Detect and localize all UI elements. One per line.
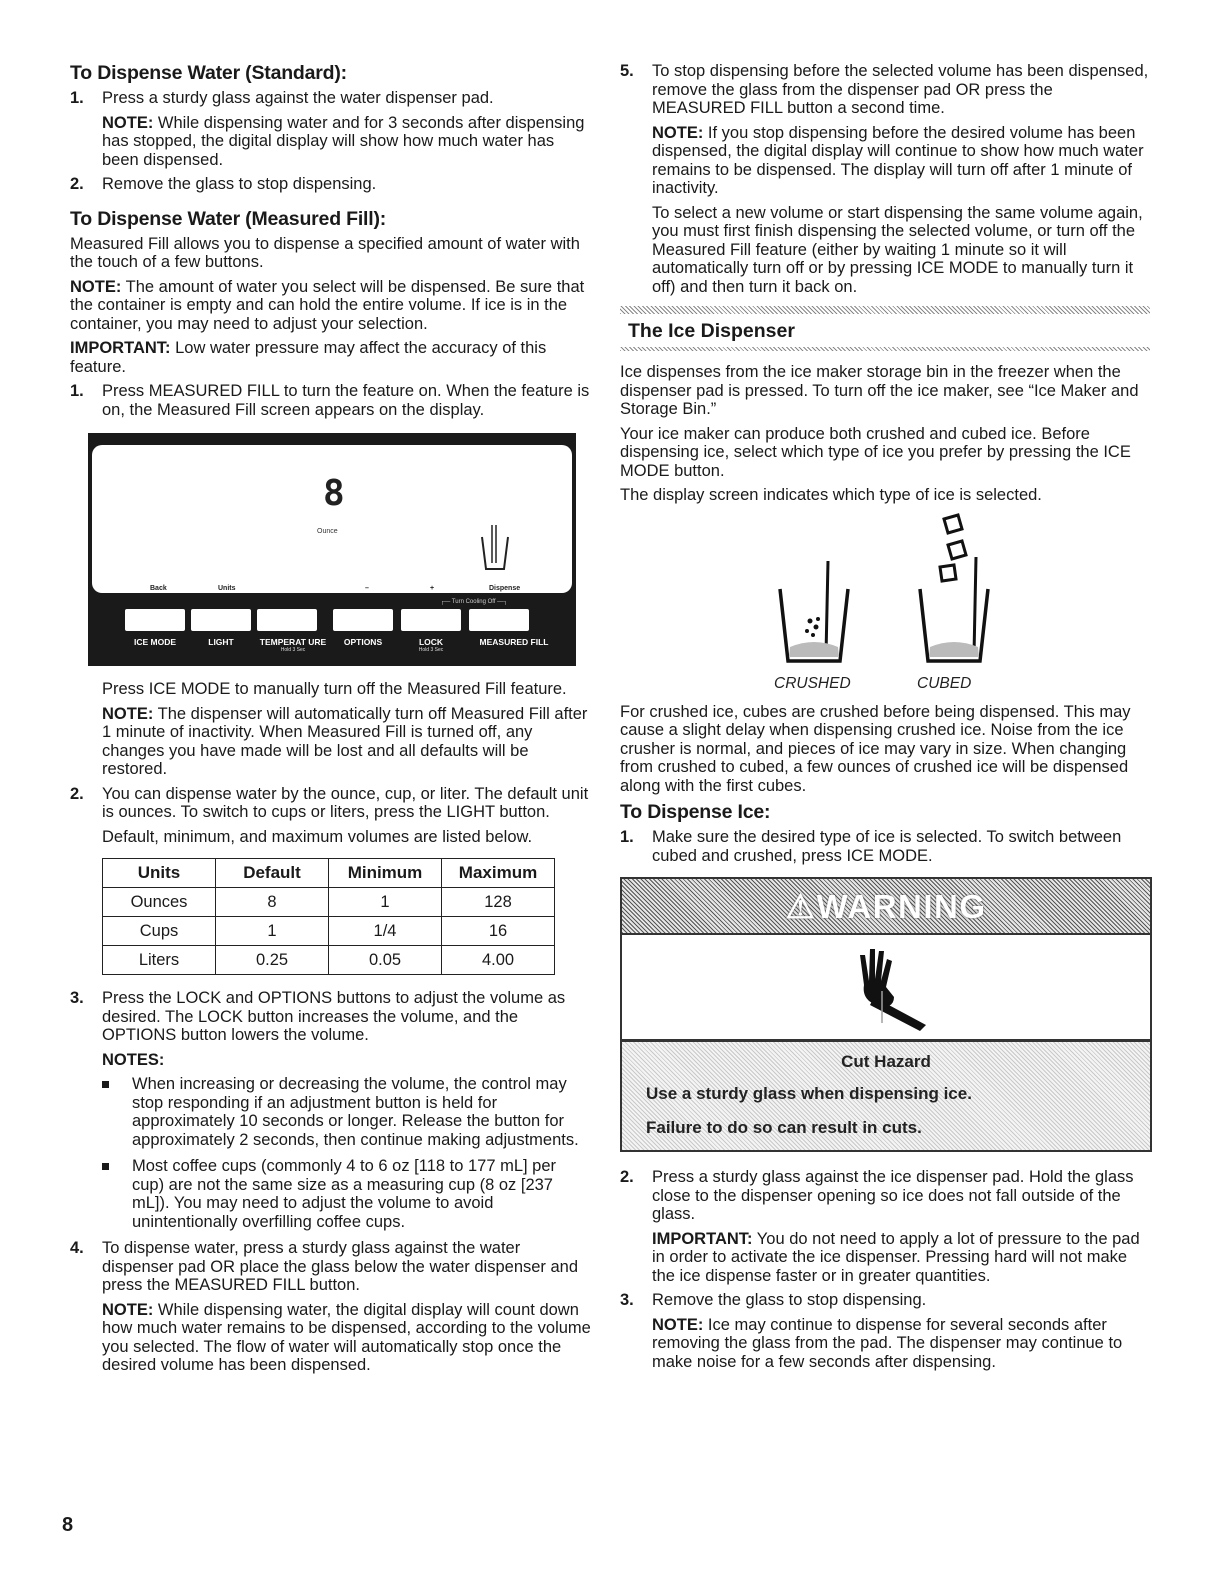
heading-standard: To Dispense Water (Standard): bbox=[70, 62, 347, 84]
ice-mode-button[interactable] bbox=[125, 609, 185, 631]
section-divider bbox=[620, 306, 1150, 314]
label-minus: – bbox=[365, 585, 369, 592]
step-ice-1: 1. Make sure the desired type of ice is selected. To switch between cubed and crushed, press ICE MODE. bbox=[620, 828, 1122, 865]
display-screen bbox=[92, 445, 572, 593]
mf-note: NOTE: The amount of water you select will be dispensed. Be sure that the container is empty and can hold the entire volume. If ice is in the container, you may need to adjust your selection. bbox=[70, 277, 585, 333]
left-column bbox=[70, 62, 592, 1381]
measured-fill-label: MEASURED FILL bbox=[479, 637, 549, 647]
light-label: LIGHT bbox=[208, 637, 234, 647]
lock-button[interactable] bbox=[401, 609, 461, 631]
options-label: OPTIONS bbox=[343, 637, 383, 647]
label-back: Back bbox=[150, 585, 167, 592]
ice-mode-label: ICE MODE bbox=[133, 637, 177, 647]
step-mf-5: 5. To stop dispensing before the selected volume has been dispensed, remove the glass from the dispenser pad OR press the MEASURED FILL button a second time. NOTE: If you stop dispensing before the desired volume has been dispensed, the digital display will continue to show how much water remains to be dispensed. The display will turn off after 1 minute of inactivity. To select a new volume or start dispensing the same volume again, you must first finish dispensing the selected volume, or turn off the Measured Fill feature (either by waiting 1 minute so it will automatically turn off or by pressing ICE MODE to manually turn it off) and then turn it back on. bbox=[620, 62, 1149, 296]
table-row: Ounces 8 1 128 bbox=[103, 888, 555, 917]
step-mf-1: 1. Press MEASURED FILL to turn the feature on. When the feature is on, the Measured Fill screen appears on the display. bbox=[70, 382, 590, 419]
cubed-ice-glass-icon bbox=[910, 511, 1000, 665]
page-number: 8 bbox=[62, 1514, 74, 1536]
display-digit: 8 bbox=[323, 473, 345, 514]
water-glass-icon bbox=[477, 523, 513, 573]
lock-label: LOCK bbox=[418, 637, 444, 647]
measured-fill-button[interactable] bbox=[469, 609, 529, 631]
label-dispense: Dispense bbox=[489, 585, 521, 592]
step-mf-3: 3. Press the LOCK and OPTIONS buttons to adjust the volume as desired. The LOCK button increases the volume, and the OPTIONS button lowers the volume. NOTES: When increasing or decreasing the volume, the control may stop responding if an adjustment button is held for approximately 10 seconds or longer. Release the button for approximately 2 seconds, then continue making adjustments. Most coffee cups (commonly 4 to 6 oz [118 to 177 mL] per cup) are not the same size as a measuring cup (8 oz [237 mL]). You may need to adjust the volume to avoid unintentionally overfilling coffee cups. bbox=[70, 989, 592, 1231]
step-mf-2: 2. You can dispense water by the ounce, cup, or liter. The default unit is ounces. To switch to cups or liters, press the LIGHT button. Default, minimum, and maximum volumes are listed below. Units Default Minimum Maximum Ounces 8 1 128 Cups 1 1/4 16 Liters 0.25 0.05 4.00 bbox=[70, 785, 592, 976]
step-ice-2: 2. Press a sturdy glass against the ice dispenser pad. Hold the glass close to the dispenser opening so ice does not fall outside of the glass. IMPORTANT: You do not need to apply a lot of pressure to the pad in order to activate the ice dispenser. Pressing hard will not make the ice dispense faster or in greater quantities. bbox=[620, 1168, 1140, 1285]
warning-title: ⚠WARNING bbox=[785, 888, 987, 925]
volume-table bbox=[102, 858, 555, 975]
cubed-label: CUBED bbox=[917, 674, 972, 692]
mf1-continued: Press ICE MODE to manually turn off the Measured Fill feature. NOTE: The dispenser will automatically turn off Measured Fill after 1 minute of inactivity. When Measured Fill is turned off, any changes you have made will be lost and all defaults will be restored. bbox=[102, 680, 588, 778]
display-unit: Ounce bbox=[317, 528, 338, 535]
section-divider bbox=[620, 347, 1150, 351]
table-row: Cups 1 1/4 16 bbox=[103, 917, 555, 946]
table-row: Liters 0.25 0.05 4.00 bbox=[103, 946, 555, 975]
temperature-label: TEMPERAT URE bbox=[259, 637, 327, 647]
table-header-row: Units Default Minimum Maximum bbox=[103, 859, 555, 888]
step-ice-3: 3. Remove the glass to stop dispensing. NOTE: Ice may continue to dispense for several seconds after removing the glass from the pad. The dispenser may continue to make noise for a few seconds after dispensing. bbox=[620, 1291, 1123, 1371]
heading-dispense-ice: To Dispense Ice: bbox=[620, 801, 771, 823]
label-units: Units bbox=[218, 585, 236, 592]
light-button[interactable] bbox=[191, 609, 251, 631]
control-panel-illustration bbox=[88, 433, 576, 666]
step-standard-1: 1. Press a sturdy glass against the water dispenser pad. NOTE: While dispensing water and for 3 seconds after dispensing has stopped, the digital display will show how much water has been dispensed. bbox=[70, 89, 585, 169]
heading-measured-fill: To Dispense Water (Measured Fill): bbox=[70, 207, 387, 230]
warning-body bbox=[622, 1042, 1150, 1150]
warning-line-1: Use a sturdy glass when dispensing ice. bbox=[646, 1084, 972, 1103]
list-item: When increasing or decreasing the volume, the control may stop responding if an adjustment button is held for approximately 10 seconds or longer. Release the button for approximately 2 seconds, then continue making adjustments. bbox=[102, 1075, 592, 1149]
turn-cooling-off-label: ┌— Turn Cooling Off —┐ bbox=[440, 599, 508, 605]
step-mf-4: 4. To dispense water, press a sturdy glass against the water dispenser pad OR place the glass below the water dispenser and press the MEASURED FILL button. NOTE: While dispensing water, the digital display will count down how much water remains to be dispensed, according to the volume you selected. The flow of water will automatically stop once the desired volume has been dispensed. bbox=[70, 1239, 591, 1374]
mf-important: IMPORTANT: Low water pressure may affect the accuracy of this feature. bbox=[70, 339, 547, 376]
crushed-label: CRUSHED bbox=[774, 674, 851, 692]
heading-ice-dispenser: The Ice Dispenser bbox=[628, 320, 795, 342]
hazard-type: Cut Hazard bbox=[841, 1052, 931, 1071]
step-standard-2: 2. Remove the glass to stop dispensing. bbox=[70, 175, 377, 193]
cut-hand-icon bbox=[834, 945, 934, 1031]
options-button[interactable] bbox=[333, 609, 393, 631]
warning-box bbox=[620, 877, 1152, 1152]
warning-line-2: Failure to do so can result in cuts. bbox=[646, 1118, 922, 1137]
warning-banner bbox=[622, 879, 1150, 933]
temperature-button[interactable] bbox=[257, 609, 317, 631]
right-column: 5. To stop dispensing before the selected volume has been dispensed, remove the glass from the dispenser pad OR press the MEASURED FILL button a second time. NOTE: If you stop dispensing before the desired volume has been dispensed, the digital display will continue to show how much water remains to be dispensed. The display will turn off after 1 minute of inactivity. To select a new volume or start dispensing the same volume again, you must first finish dispensing the selected volume, or turn off the Measured Fill feature (either by waiting 1 minute so it will automatically turn off or by pressing ICE MODE to manually turn it off) and then turn it back on. The Ice Dispenser Ice dispenses from the ice maker storage bin in the freezer when the dispenser pad is pressed. To turn off the ice maker, see “Ice Maker and Storage Bin.” Your ice maker can produce both crushed and cubed ice. Before dispensing ice, select which type of ice you prefer by pressing the ICE MODE button. The display screen indicates which type of ice is selected. CRUSHED CUBED For crushed ice, cubes are crushed before being dispensed. This may cause a slight delay when dispensing crushed ice. Noise from the ice crusher is normal, and pieces of ice may vary in size. When changing from crushed to cubed, a few ounces of crushed ice will be dispensed along with the first cubes. To Dispense Ice: 1. Make sure the desired type of ice is selected. To switch between cubed and crushed, press ICE MODE. ⚠WARNING Cut Hazard Use a sturdy glass when dispensing ice. Failure to do so can result in cuts. 2. Press a sturdy glass against the ice dispenser pad. Hold the glass close to the dispenser opening so ice does not fall outside of the glass. IMPORTANT: You do not need to apply a lot of pressure to the pad in order to activate the ice dispenser. Pressing hard will not make the ice dispense faster or in greater quantities. 3. Remove the glass to stop dispensing. NOTE: Ice may continue to dispense for several seconds after removing the glass from the pad. The dispenser may continue to make noise for a few seconds after dispensing. bbox=[620, 62, 1150, 1377]
crushed-ice-glass-icon bbox=[776, 557, 852, 665]
lock-hold-label: Hold 3 Sec bbox=[418, 647, 444, 653]
cut-hazard-icon-area bbox=[622, 933, 1150, 1042]
mf-intro: Measured Fill allows you to dispense a specified amount of water with the touch of a few buttons. bbox=[70, 234, 580, 271]
label-plus: + bbox=[430, 585, 435, 592]
list-item: Most coffee cups (commonly 4 to 6 oz [118 to 177 mL] per cup) are not the same size as a measuring cup (8 oz [237 mL]). You may need to adjust the volume to avoid unintentionally overfilling coffee cups. bbox=[102, 1157, 592, 1231]
temperature-hold-label: Hold 3 Sec bbox=[280, 647, 306, 653]
ice-type-figure bbox=[620, 511, 1150, 697]
